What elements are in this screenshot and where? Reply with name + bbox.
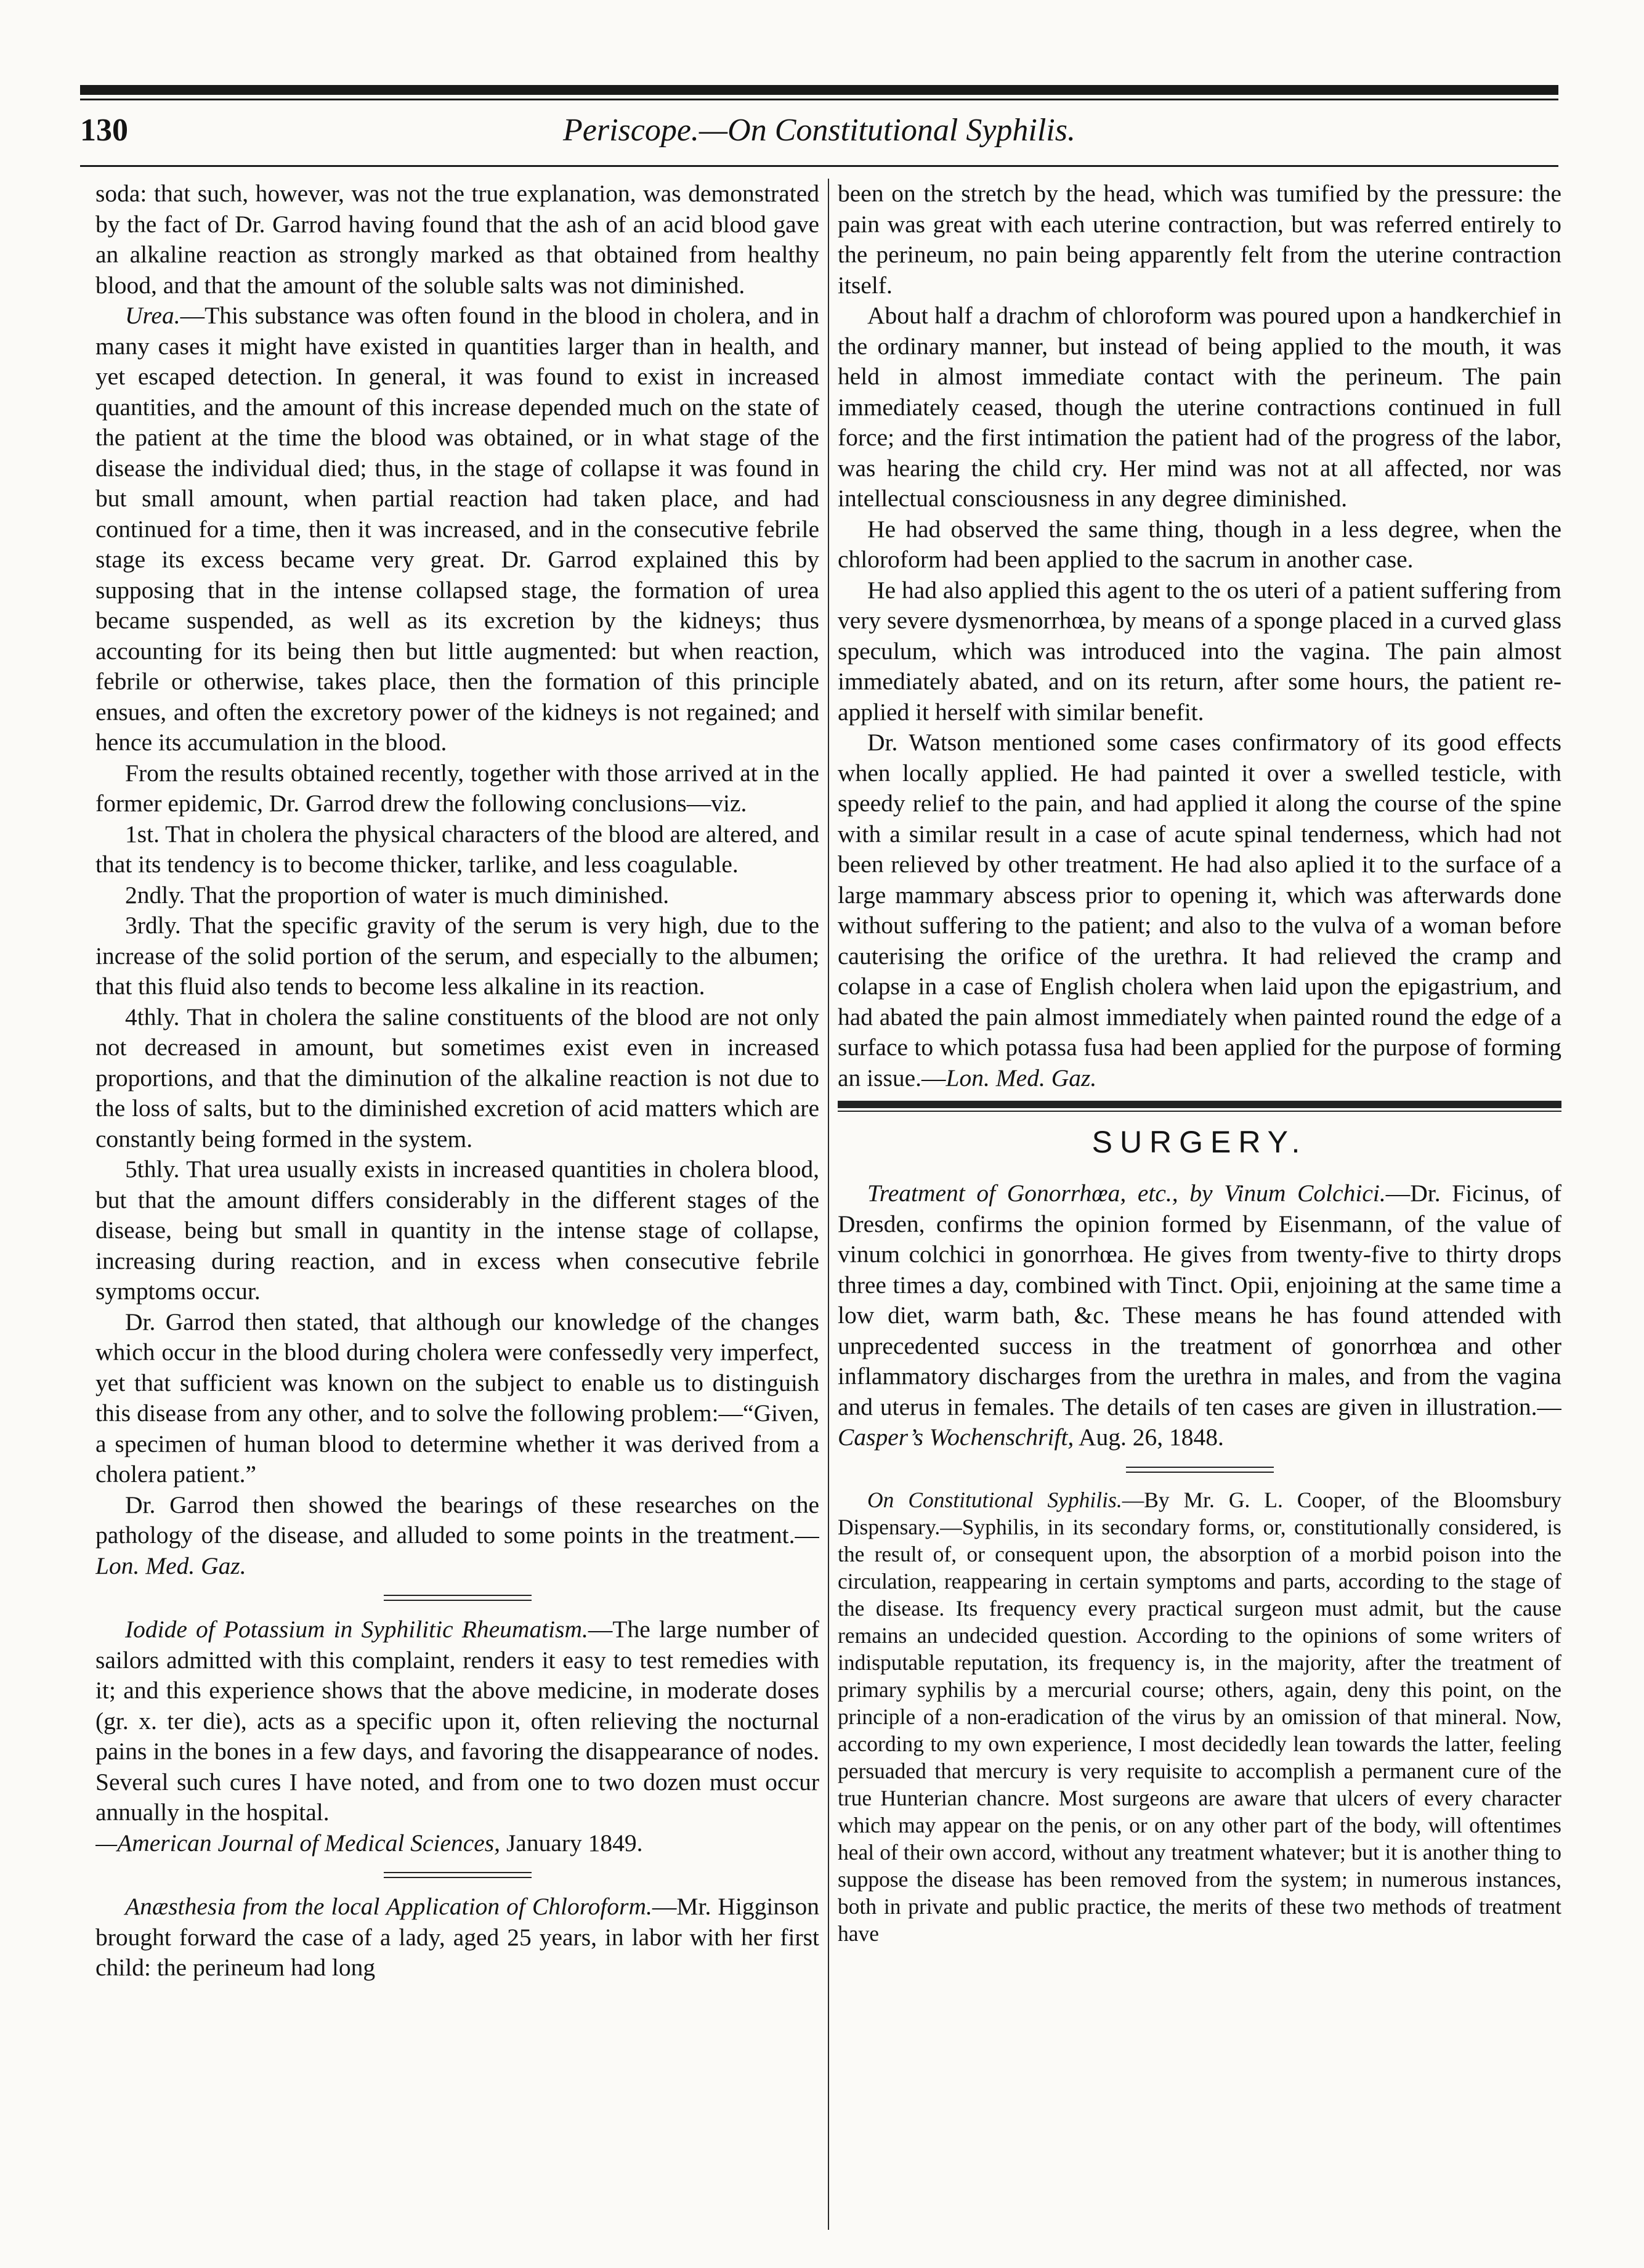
- urea-body: —This substance was often found in the blood in cholera, and in many cases it might have existed in quantities larger than in health, and yet escaped detection. In general, it was found to exist in increased quantities, and the amount of this increase depended much on the state of the patient at the time the blood was obtained, or in what stage of the disease the individual died; thus, in the stage of collapse it was found in but small amount, when partial reaction had taken place, and had continued for a time, then it was increased, and in the consecutive febrile stage its excess became very great. Dr. Garrod explained this by supposing that in the intense collapsed stage, the formation of urea became suspended, as well as its excretion by the kidneys; thus accounting for its being then but little augmented: but when reaction, febrile or otherwise, takes place, then the formation of this principle ensues, and often the excretory power of the kidneys is not regained; and hence its accumulation in the blood.: [95, 302, 819, 756]
- paragraph-perineum: been on the stretch by the head, which was tumified by the pressure: the pain was great with each uterine contraction, but was referred entirely to the perineum, no pain being apparently felt from the uterine contraction itself.: [838, 180, 1561, 299]
- iodide-source: —American Journal of Medical Sciences,: [95, 1829, 501, 1857]
- gonorrhoea-source: Casper’s Wochenschrift,: [838, 1424, 1074, 1451]
- bearings-source: Lon. Med. Gaz.: [95, 1552, 246, 1579]
- gonorrhoea-date: Aug. 26, 1848.: [1074, 1424, 1224, 1451]
- conclusion-1: 1st. That in cholera the physical characters of the blood are altered, and that its tendency is to become thicker, tarlike, and less coagulable.: [95, 820, 819, 878]
- paragraph-watson: [838, 727, 1561, 1093]
- paragraph-bearings: [95, 1490, 819, 1582]
- anaesthesia-heading: Anæsthesia from the local Application of Chloroform.: [125, 1893, 652, 1920]
- conclusion-5: 5thly. That urea usually exists in increased quantities in cholera blood, but that the amount differs considerably in the different stages of the disease, being but small in quantity in the intense stage of collapse, increasing during reaction, and in excess when consecutive febrile symptoms occur.: [95, 1156, 819, 1305]
- top-rule-thin: [80, 99, 1558, 100]
- section-heading-surgery: SURGERY.: [1091, 1125, 1308, 1159]
- article-separator-rule: [384, 1600, 532, 1601]
- syphilis-body: —By Mr. G. L. Cooper, of the Bloomsbury Dispensary.—Syphilis, in its secondary forms, or, constitutionally considered, is the result of, or consequent upon, the absorption of a morbid poison into the circulation, reappearing in certain symptoms and parts, according to the stage of the disease. Its frequency every practical surgeon must admit, but the cause remains an undecided question. According to the opinions of some writers of indisputable reputation, its frequency is, in the majority, after the treatment of primary syphilis by a mercurial course; others, again, deny this point, on the principle of a non-eradication of the virus by an omission of that mineral. Now, according to my own experience, I most decidedly lean towards the latter, feeling persuaded that mercury is very requisite to accomplish a permanent cure of the true Hunterian chancre. Most surgeons are aware that ulcers of every character which may appear on the penis, or on any other part of the body, will oftentimes heal of their own accord, without any treatment whatever; but it is another thing to suppose the disease has been removed from the system; in numerous instances, both in private and public practice, the merits of these two methods of treatment have: [838, 1487, 1561, 1946]
- bearings-body: Dr. Garrod then showed the bearings of these researches on the pathology of the disease, and alluded to some points in the treatment.—: [95, 1491, 819, 1549]
- paragraph-sacrum: He had observed the same thing, though in a less degree, when the chloroform had been applied to the sacrum in another case.: [838, 515, 1561, 573]
- paragraph-chloroform: About half a drachm of chloroform was poured upon a handkerchief in the ordinary manner, but instead of being applied to the mouth, it was held in almost immediate contact with the perineum. The pain immediately ceased, though the uterine contractions continued in full force; and the first intimation the patient had of the progress of the labor, was hearing the child cry. Her mind was not at all affected, nor was intellectual consciousness in any degree diminished.: [838, 302, 1561, 512]
- iodide-date: January 1849.: [500, 1829, 643, 1857]
- article-separator-rule: [1126, 1467, 1274, 1468]
- conclusion-4: 4thly. That in cholera the saline constituents of the blood are not only not decreased in amount, but sometimes exist even in increased proportions, and that the diminution of the alkaline reaction is not due to the loss of salts, but to the diminished excretion of acid matters which are constantly being formed in the system.: [95, 1003, 819, 1152]
- paragraph-syphilis: [838, 1486, 1561, 1947]
- gonorrhoea-body: —Dr. Ficinus, of Dresden, confirms the opinion formed by Eisenmann, of the value of vinum colchici in gonorrhœa. He gives from twenty-five to thirty drops three times a day, combined with Tinct. Opii, enjoining at the same time a low diet, warm bath, &c. These means he has found attended with unprecedented success in the treatment of gonorrhœa and other inflammatory discharges from the urethra in males, and from the vagina and uterus in females. The details of ten cases are given in illustration.—: [838, 1180, 1561, 1420]
- urea-heading: Urea.: [125, 302, 180, 329]
- paragraph-knowledge: Dr. Garrod then stated, that although our knowledge of the changes which occur in the blood during cholera were confessedly very imperfect, yet that sufficient was known on the subject to enable us to distinguish this disease from any other, and to solve the following problem:—“Given, a specimen of human blood to determine whether it was derived from a cholera patient.”: [95, 1308, 819, 1488]
- paragraph-iodide: [95, 1614, 819, 1858]
- conclusion-3: 3rdly. That the specific gravity of the serum is very high, due to the increase of the solid portion of the serum, and especially to the albumen; that this fluid also tends to become less alkaline in its reaction.: [95, 912, 819, 1000]
- watson-source: Lon. Med. Gaz.: [946, 1064, 1097, 1091]
- conclusion-2: 2ndly. That the proportion of water is much diminished.: [125, 881, 670, 909]
- section-bar-thin: [838, 1111, 1561, 1112]
- page-number: 130: [80, 113, 128, 148]
- left-column: [95, 179, 819, 2236]
- running-title: Periscope.—On Constitutional Syphilis.: [563, 113, 1075, 148]
- section-bar-thick: [838, 1101, 1561, 1108]
- running-header: [80, 112, 1558, 158]
- header-rule: [80, 165, 1558, 167]
- paragraph-conclusions: From the results obtained recently, together with those arrived at in the former epidemic, Dr. Garrod drew the following conclusions—viz.: [95, 759, 819, 817]
- paragraph-gonorrhoea: [838, 1178, 1561, 1453]
- article-separator-rule: [1126, 1472, 1274, 1473]
- syphilis-heading: On Constitutional Syphilis.: [867, 1487, 1122, 1512]
- article-separator-rule: [384, 1877, 532, 1878]
- article-separator-rule: [384, 1595, 532, 1596]
- anaesthesia-body: —Mr. Higginson brought forward the case of a lady, aged 25 years, in labor with her first child: the perineum had long: [95, 1893, 819, 1981]
- gonorrhoea-heading: Treatment of Gonorrhœa, etc., by Vinum Colchici.: [867, 1180, 1386, 1207]
- article-separator-rule: [384, 1872, 532, 1873]
- top-rule: [80, 85, 1558, 95]
- paragraph-urea: [95, 301, 819, 758]
- watson-body: Dr. Watson mentioned some cases confirmatory of its good effects when locally applied. He had painted it over a swelled testicle, with speedy relief to the pain, and had applied it along the course of the spine with a similar result in a case of acute spinal tenderness, which had not been relieved by other treatment. He had also aplied it to the surface of a large mammary abscess prior to opening it, which was afterwards done without suffering to the patient; and also to the vulva of a woman before cauterising the orifice of the urethra. It had relieved the cramp and colapse in a case of English cholera when laid upon the epigastrium, and had abated the pain almost immediately when painted round the edge of a surface to which potassa fusa had been applied for the purpose of forming an issue.—: [838, 729, 1561, 1091]
- paragraph-anaesthesia: [95, 1892, 819, 1983]
- column-divider: [828, 179, 829, 2230]
- paragraph-soda: soda: that such, however, was not the true explanation, was demonstrated by the fact of Dr. Garrod having found that the ash of an acid blood gave an alkaline reaction as strongly marked as that obtained from healthy blood, and that the amount of the soluble salts was not diminished.: [95, 180, 819, 299]
- iodide-heading: Iodide of Potassium in Syphilitic Rheumatism.: [125, 1616, 588, 1643]
- paragraph-os-uteri: He had also applied this agent to the os uteri of a patient suffering from very severe dysmenorrhœa, by means of a sponge placed in a curved glass speculum, which was introduced into the vagina. The pain almost immediately abated, and on its return, after some hours, the patient re-applied it herself with similar benefit.: [838, 576, 1561, 726]
- iodide-body: —The large number of sailors admitted with this complaint, renders it easy to test remedies with it; and this experience shows that the above medicine, in moderate doses (gr. x. ter die), acts as a specific upon it, often relieving the nocturnal pains in the bones in a few days, and favoring the disappearance of nodes. Several such cures I have noted, and from one to two dozen must occur annually in the hospital.: [95, 1616, 819, 1826]
- right-column: [838, 179, 1561, 2236]
